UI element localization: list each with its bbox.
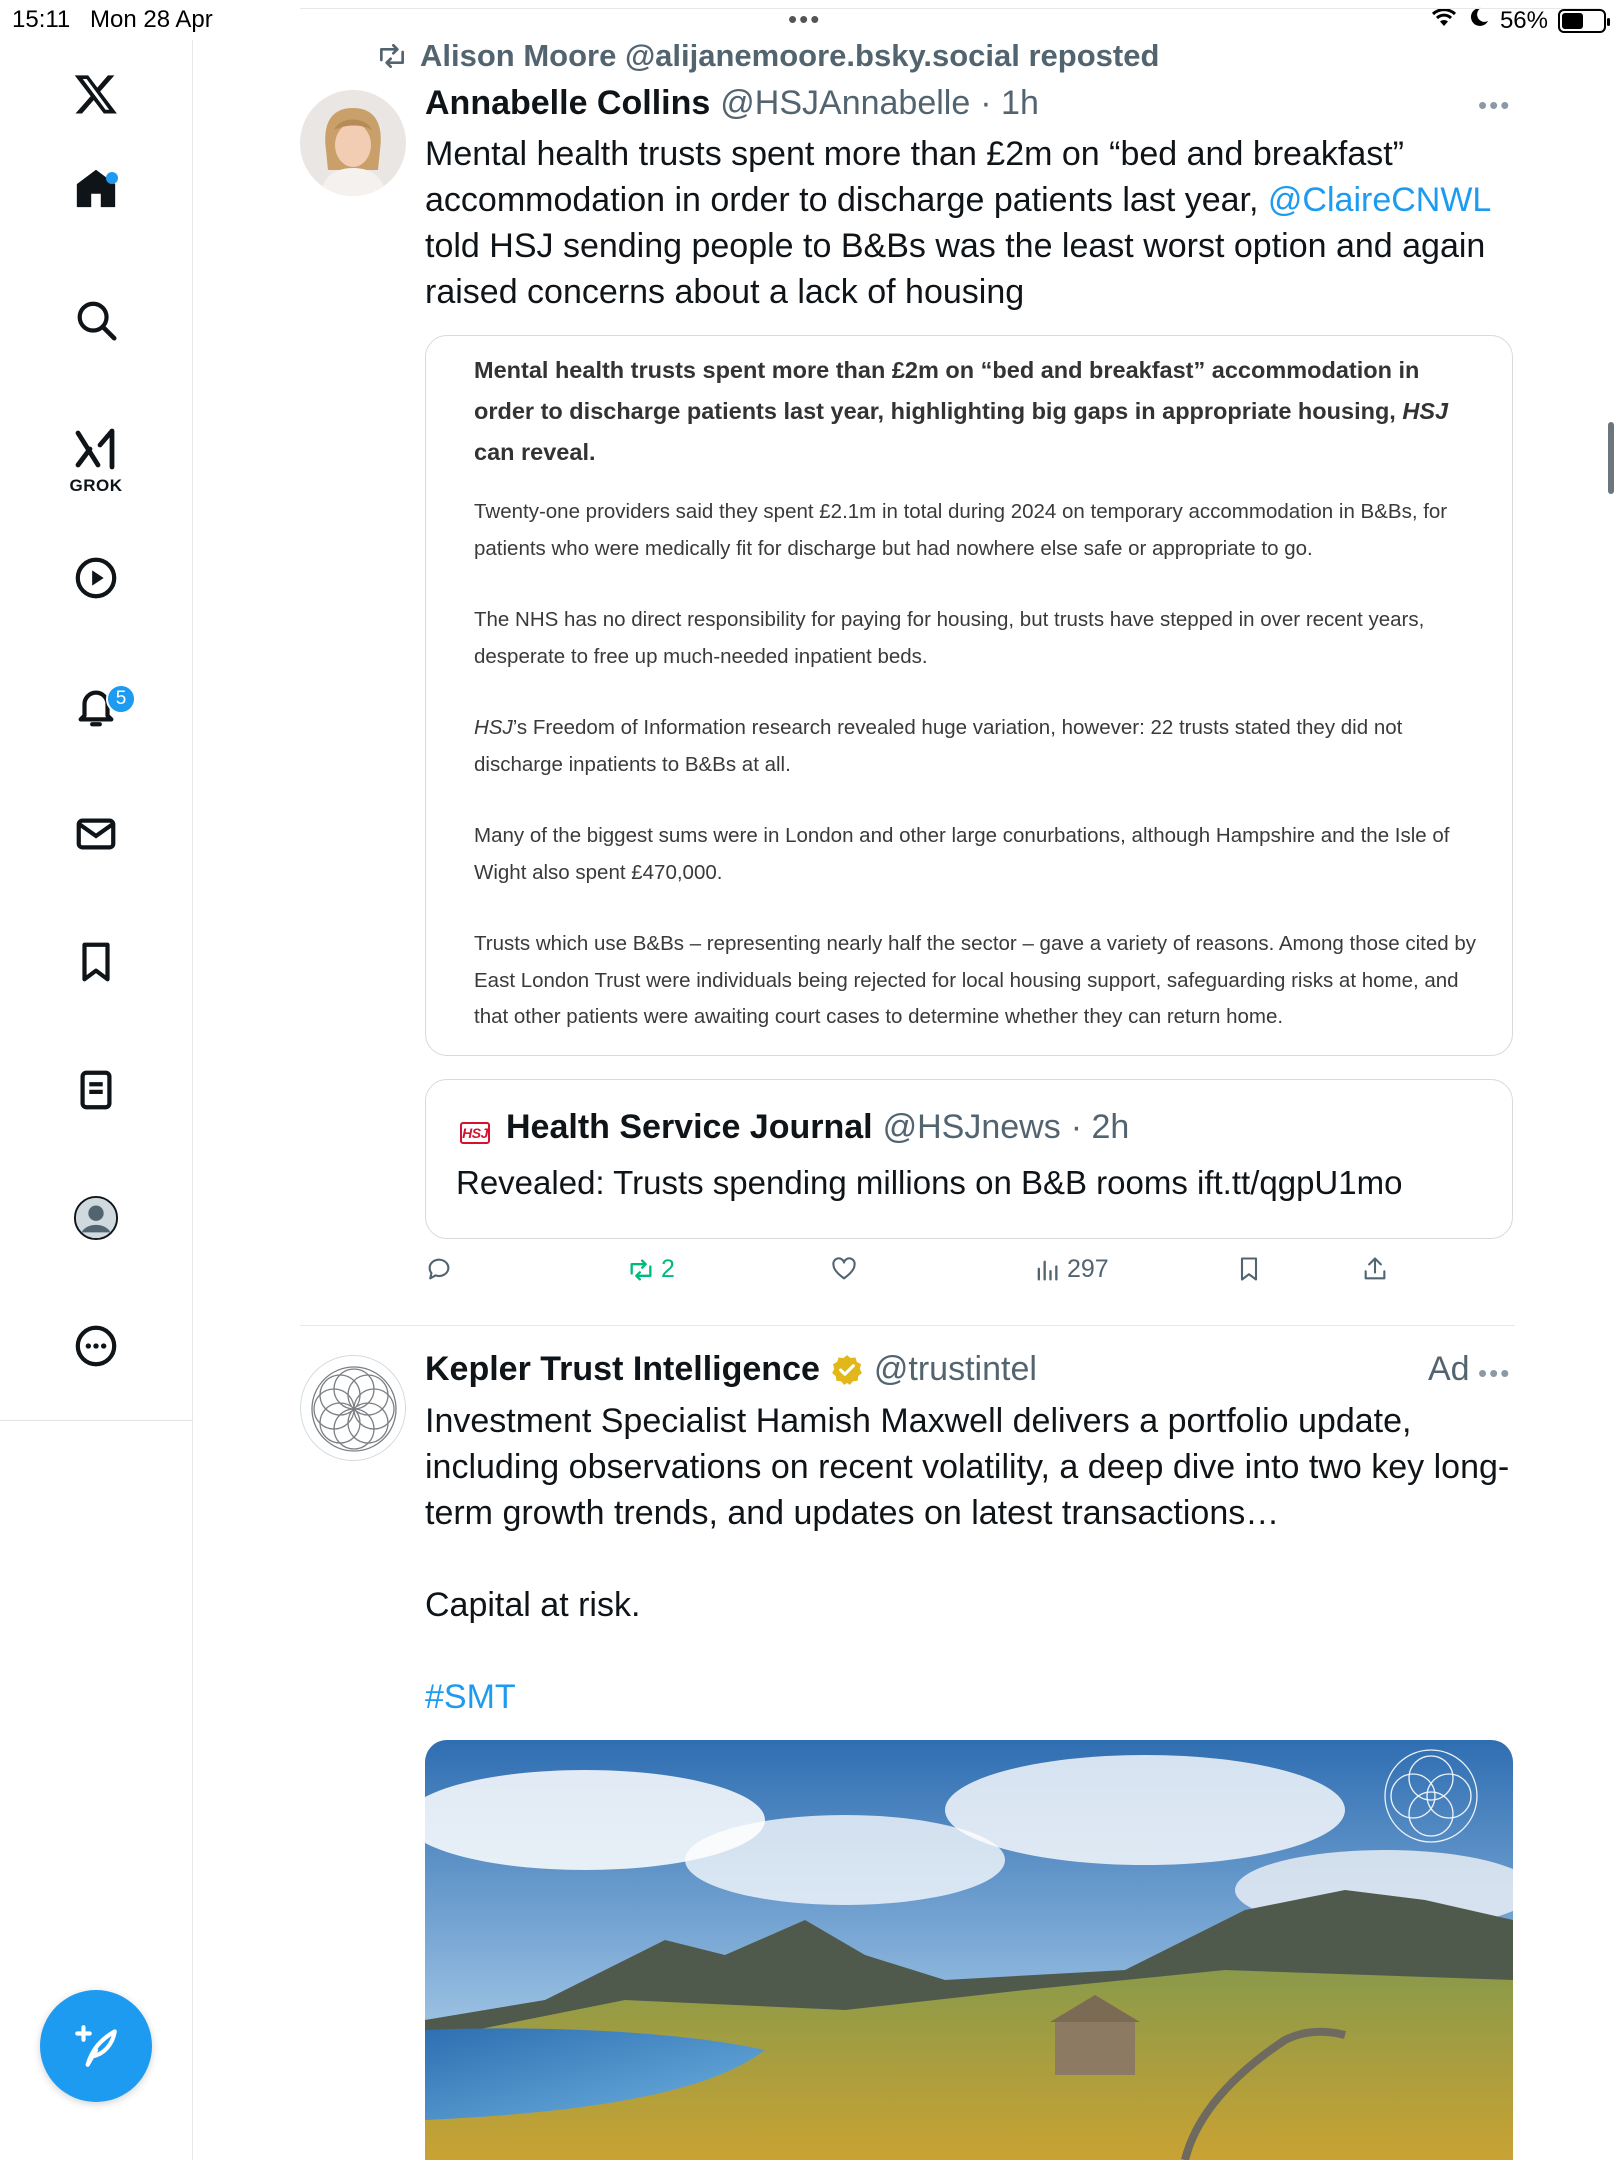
article-lead-italic: HSJ — [1402, 398, 1449, 424]
ad-more-button[interactable]: ••• — [1478, 1358, 1512, 1388]
share-icon — [1361, 1255, 1389, 1283]
views-chart-icon — [1033, 1256, 1061, 1284]
mention-link[interactable]: @ClaireCNWL — [1267, 181, 1491, 219]
article-lead-text: can reveal. — [474, 439, 596, 465]
post-actions — [425, 1255, 1425, 1299]
author-avatar-image — [300, 90, 406, 196]
battery-level — [1562, 13, 1583, 29]
article-lead-text: Mental health trusts spent more than £2m on “bed and breakfast” accommodation in order to discharge patients last year, highlighting big gaps in appropriate housing, — [474, 357, 1420, 424]
advertiser-avatar[interactable] — [300, 1355, 406, 1461]
advertiser-name[interactable]: Kepler Trust Intelligence — [425, 1350, 820, 1388]
views-button[interactable] — [1033, 1255, 1109, 1284]
views-count: 297 — [1067, 1255, 1109, 1283]
post-more-button[interactable]: ••• — [1478, 90, 1512, 120]
status-date: Mon 28 Apr — [90, 6, 213, 33]
compose-button[interactable] — [40, 1990, 152, 2102]
sidebar-divider — [0, 1420, 193, 1421]
post-text — [425, 131, 1515, 315]
battery-percent: 56% — [1499, 6, 1548, 34]
article-paragraph: Trusts which use B&Bs – representing nearly half the sector – gave a variety of reasons. Among those cited by East London Trust were individuals being rejected for local housing support, safeguarding risks at home, and that other patients were awaiting court cases to determine whether they can return home. — [474, 932, 1476, 1028]
more-circle-icon[interactable] — [68, 1318, 124, 1374]
post-text-part: told HSJ sending people to B&Bs was the least worst option and again raised concerns about a lack of housing — [425, 227, 1486, 311]
article-paragraph: The NHS has no direct responsibility for paying for housing, but trusts have stepped in over recent years, desperate to free up much-needed inpatient beds. — [474, 608, 1425, 668]
article-paragraph-text: ’s Freedom of Information research revealed huge variation, however: 22 trusts stated they did not discharge inpatients to B&Bs at all. — [474, 716, 1403, 776]
repost-icon — [627, 1256, 655, 1284]
post-divider — [300, 1325, 1515, 1326]
status-time: 15:11 — [12, 6, 71, 33]
post-header — [425, 84, 1039, 123]
battery-icon — [1558, 9, 1606, 33]
kepler-logo-icon — [301, 1356, 406, 1461]
ad-text-risk: Capital at risk. — [425, 1586, 641, 1624]
grok-label: GROK — [69, 476, 123, 495]
article-paragraph — [474, 710, 1484, 783]
quote-header — [506, 1108, 1129, 1147]
repost-count: 2 — [661, 1255, 675, 1283]
wifi-icon — [1430, 6, 1458, 35]
quoted-post[interactable] — [425, 1079, 1513, 1239]
repost-context[interactable] — [376, 38, 1159, 74]
author-handle[interactable]: @HSJAnnabelle — [720, 84, 971, 122]
article-lead — [474, 350, 1454, 473]
home-unread-dot — [106, 172, 118, 184]
ad-text: Investment Specialist Hamish Maxwell delivers a portfolio update, including observations on recent volatility, a deep dive into two key long-term growth trends, and updates on latest transactions… — [425, 1402, 1510, 1532]
quote-time[interactable]: · 2h — [1070, 1108, 1130, 1146]
feather-plus-icon — [71, 2021, 121, 2071]
post-text-part: Mental health trusts spent more than £2m on “bed and breakfast” accommodation in order to discharge patients last year, — [425, 135, 1404, 219]
battery-nub — [1607, 18, 1610, 26]
ad-label: Ad — [1428, 1350, 1470, 1388]
heart-icon — [830, 1255, 858, 1283]
reply-icon — [425, 1255, 453, 1283]
advertiser-handle[interactable]: @trustintel — [873, 1350, 1037, 1388]
video-icon[interactable] — [68, 550, 124, 606]
profile-avatar-icon[interactable] — [68, 1190, 124, 1246]
repost-button[interactable] — [627, 1255, 675, 1284]
article-screenshot-image[interactable] — [425, 335, 1513, 1056]
sidebar — [0, 40, 193, 2160]
post-time[interactable]: · 1h — [980, 84, 1039, 122]
home-icon[interactable] — [68, 160, 124, 216]
bookmark-icon — [1235, 1255, 1263, 1283]
lists-icon[interactable] — [68, 1062, 124, 1118]
quote-author-name[interactable]: Health Service Journal — [506, 1108, 873, 1146]
status-indicators — [1430, 6, 1606, 35]
multitasking-dots[interactable]: ••• — [788, 4, 822, 34]
quote-text: Revealed: Trusts spending millions on B&B rooms ift.tt/qgpU1mo — [456, 1164, 1403, 1201]
reply-button[interactable] — [425, 1255, 459, 1283]
hsj-logo: HSJ — [460, 1122, 490, 1144]
verified-badge-icon — [830, 1353, 864, 1387]
feed-top-divider — [300, 8, 1600, 9]
mail-icon[interactable] — [68, 806, 124, 862]
bookmark-button[interactable] — [1235, 1255, 1263, 1283]
like-button[interactable] — [830, 1255, 864, 1283]
grok-icon — [72, 425, 120, 473]
ad-header — [425, 1350, 1037, 1389]
article-italic: HSJ — [474, 716, 513, 739]
article-paragraph: Twenty-one providers said they spent £2.1m in total during 2024 on temporary accommodation in B&Bs, for patients who were medically fit for discharge but had nowhere else safe or appropriate to go. — [474, 500, 1448, 560]
search-icon[interactable] — [68, 292, 124, 348]
bookmark-icon[interactable] — [68, 934, 124, 990]
x-logo-icon[interactable] — [68, 66, 124, 122]
article-paragraph: Many of the biggest sums were in London and other large conurbations, although Hampshire and the Isle of Wight also spent £470,000. — [474, 824, 1450, 884]
author-name[interactable]: Annabelle Collins — [425, 84, 711, 122]
repost-label: Alison Moore @alijanemoore.bsky.social reposted — [420, 38, 1160, 73]
moon-icon — [1468, 6, 1490, 35]
notification-badge: 5 — [106, 684, 136, 714]
hashtag-link[interactable]: #SMT — [425, 1678, 516, 1716]
author-avatar[interactable] — [300, 90, 406, 196]
quote-author-handle[interactable]: @HSJnews — [882, 1108, 1061, 1146]
repost-icon — [376, 40, 408, 72]
scroll-indicator[interactable] — [1608, 422, 1614, 494]
grok-nav[interactable] — [66, 425, 126, 496]
ad-landscape-image[interactable] — [425, 1740, 1513, 2160]
share-button[interactable] — [1361, 1255, 1389, 1283]
